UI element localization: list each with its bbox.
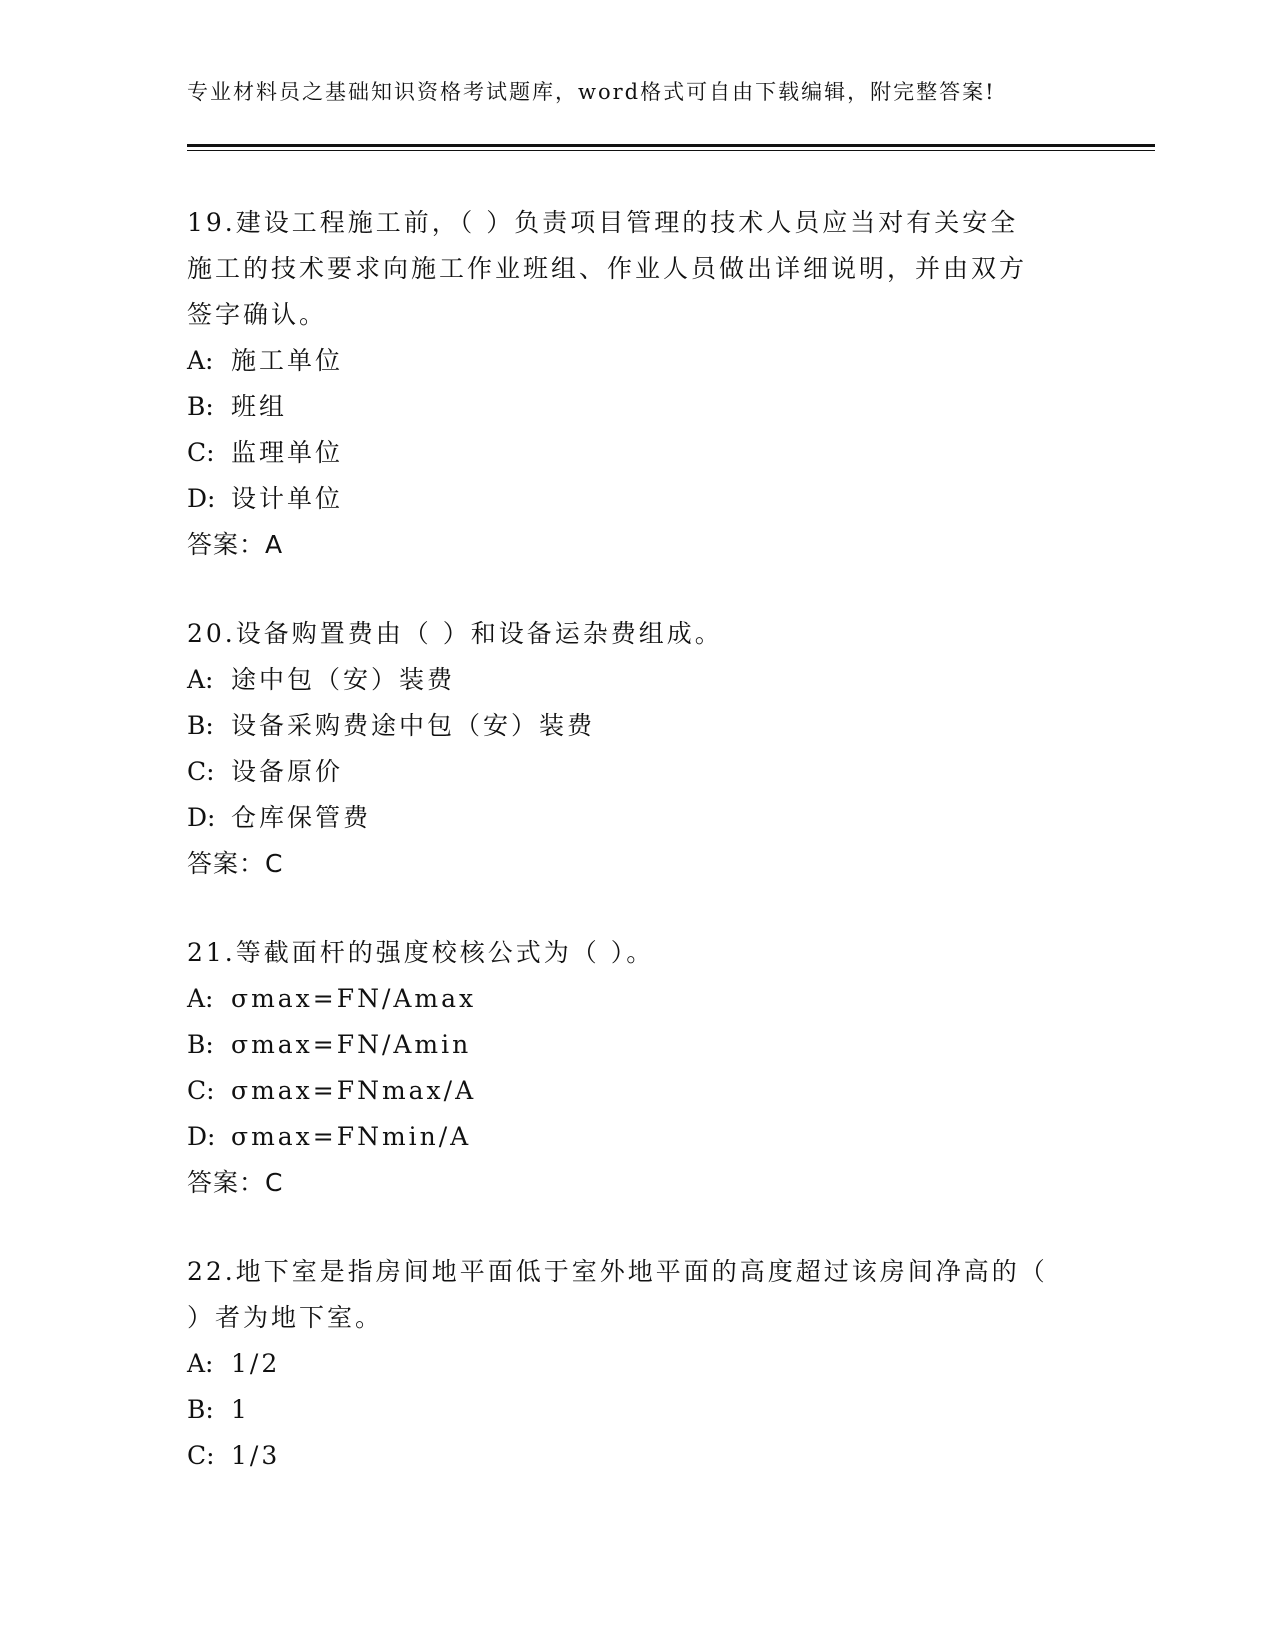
question-21 <box>187 930 1087 1206</box>
option-text: 途中包（安）装费 <box>231 665 456 694</box>
question-stem-line: 19.建设工程施工前，（ ）负责项目管理的技术人员应当对有关安全 <box>187 208 1019 237</box>
option-text: σmax=FNmin/A <box>231 1122 472 1151</box>
question-22 <box>187 1249 1087 1479</box>
option-b <box>187 1022 1087 1068</box>
option-c <box>187 749 1087 795</box>
question-spacer <box>187 887 1087 930</box>
option-a <box>187 1341 1087 1387</box>
option-key: B: <box>187 711 214 740</box>
option-key: D: <box>187 803 216 832</box>
option-text: 设备采购费途中包（安）装费 <box>231 711 596 740</box>
option-a <box>187 657 1087 703</box>
question-stem-line: 22.地下室是指房间地平面低于室外地平面的高度超过该房间净高的（ <box>187 1257 1048 1286</box>
option-key: B: <box>187 1395 214 1424</box>
question-spacer <box>187 568 1087 611</box>
option-key: C: <box>187 1076 215 1105</box>
option-a <box>187 976 1087 1022</box>
option-key: A: <box>187 665 214 694</box>
option-key: D: <box>187 1122 216 1151</box>
option-b <box>187 1387 1087 1433</box>
option-text: σmax=FN/Amin <box>231 1030 472 1059</box>
document-header: 专业材料员之基础知识资格考试题库，word格式可自由下载编辑，附完整答案! <box>187 80 996 104</box>
option-key: A: <box>187 346 214 375</box>
option-key: A: <box>187 1349 214 1378</box>
option-c <box>187 430 1087 476</box>
option-a <box>187 338 1087 384</box>
question-list <box>187 200 1087 1479</box>
question-stem-line: 施工的技术要求向施工作业班组、作业人员做出详细说明，并由双方 <box>187 254 1028 283</box>
option-d <box>187 1114 1087 1160</box>
question-stem-line: ）者为地下室。 <box>187 1303 384 1332</box>
option-b <box>187 703 1087 749</box>
question-stem-line: 签字确认。 <box>187 300 328 329</box>
option-key: D: <box>187 484 216 513</box>
option-text: 设备原价 <box>231 757 344 786</box>
option-key: C: <box>187 1441 215 1470</box>
option-text: 1 <box>231 1395 250 1424</box>
option-key: B: <box>187 1030 214 1059</box>
option-d <box>187 476 1087 522</box>
option-text: 施工单位 <box>231 346 344 375</box>
answer-line: 答案：C <box>187 1168 284 1197</box>
question-stem-line: 21.等截面杆的强度校核公式为（ ）。 <box>187 938 655 967</box>
option-key: C: <box>187 757 215 786</box>
option-text: 班组 <box>231 392 288 421</box>
question-stem-line: 20.设备购置费由（ ）和设备运杂费组成。 <box>187 619 723 648</box>
option-text: 仓库保管费 <box>231 803 372 832</box>
answer-line: 答案：C <box>187 849 284 878</box>
option-b <box>187 384 1087 430</box>
option-text: 设计单位 <box>231 484 344 513</box>
option-text: 1/2 <box>231 1349 281 1378</box>
option-d <box>187 795 1087 841</box>
option-text: σmax=FN/Amax <box>231 984 477 1013</box>
option-key: A: <box>187 984 214 1013</box>
header-rule-thick <box>187 144 1155 147</box>
option-text: σmax=FNmax/A <box>231 1076 477 1105</box>
question-20 <box>187 611 1087 887</box>
question-19 <box>187 200 1087 568</box>
option-text: 监理单位 <box>231 438 344 467</box>
option-c <box>187 1068 1087 1114</box>
question-spacer <box>187 1206 1087 1249</box>
option-key: C: <box>187 438 215 467</box>
option-c <box>187 1433 1087 1479</box>
answer-line: 答案：A <box>187 530 284 559</box>
option-text: 1/3 <box>231 1441 281 1470</box>
option-key: B: <box>187 392 214 421</box>
header-rule-thin <box>187 150 1155 151</box>
